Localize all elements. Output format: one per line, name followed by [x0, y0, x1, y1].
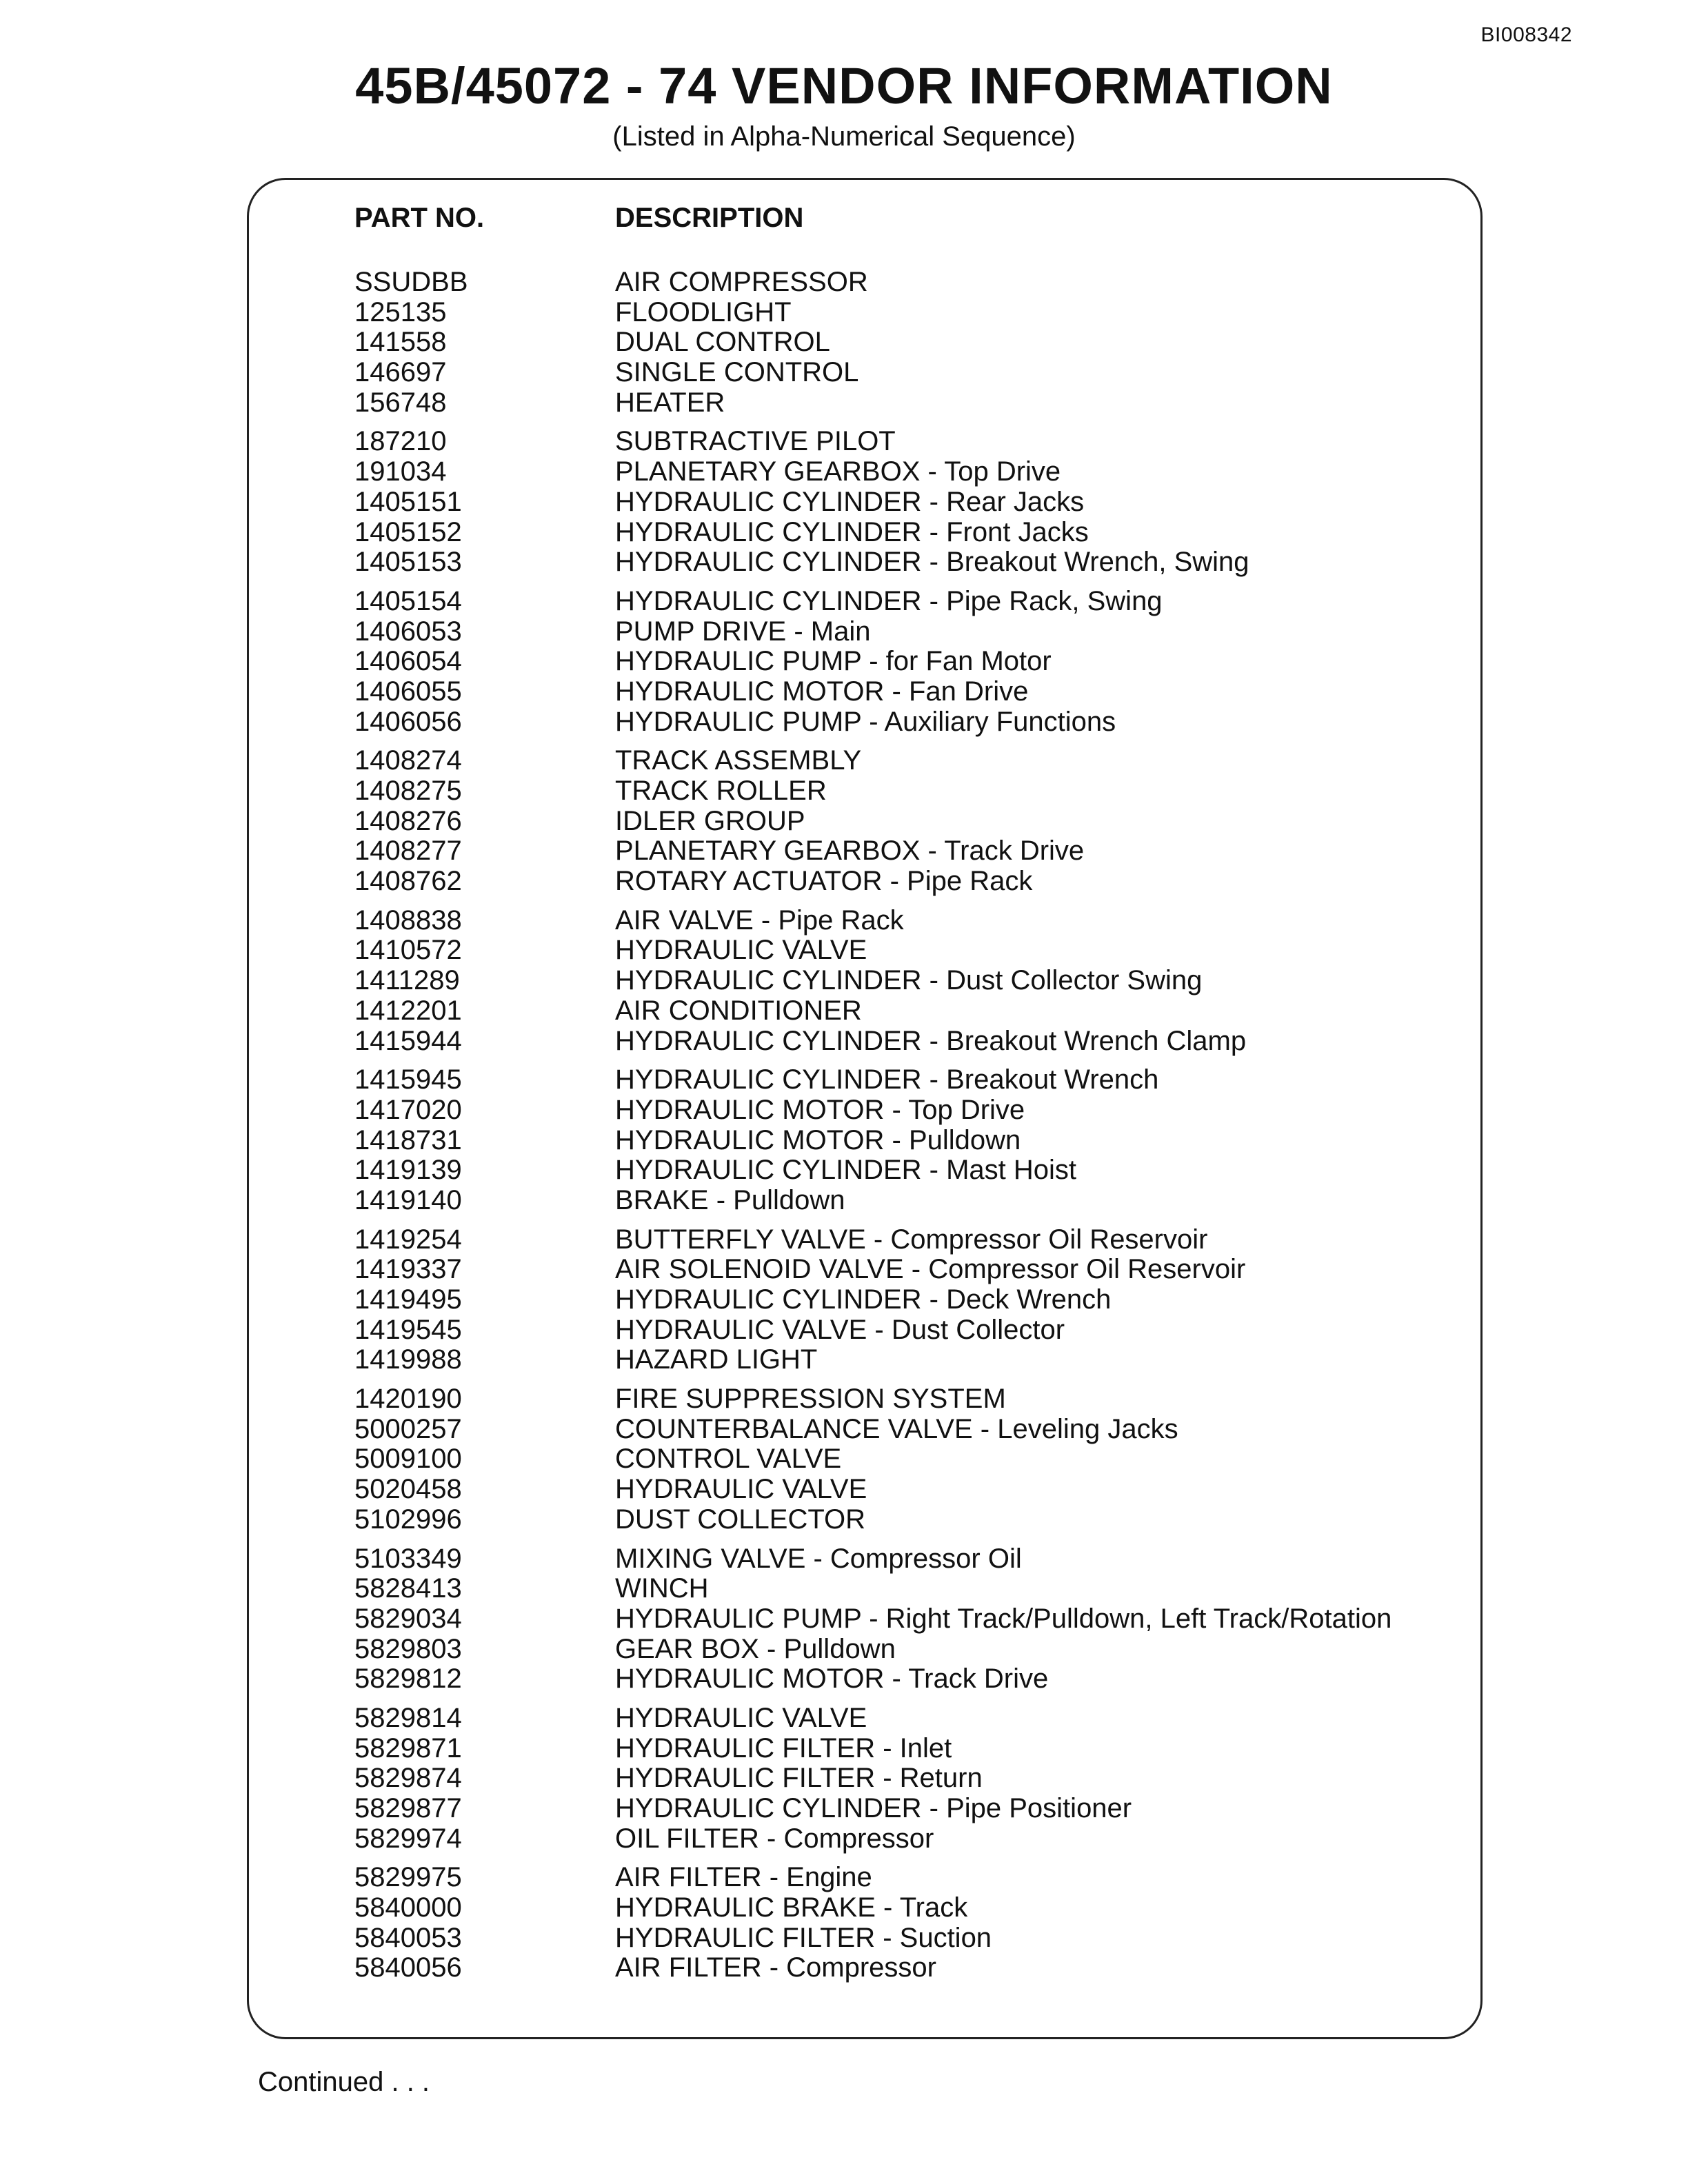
table-row: [354, 1664, 1444, 1695]
part-number: 5829803: [354, 1633, 462, 1664]
part-number: 1417020: [354, 1094, 462, 1125]
table-row: [354, 1635, 1444, 1665]
table-row: [354, 1285, 1444, 1315]
table-row: [354, 1415, 1444, 1445]
continued-note: Continued . . .: [258, 2067, 430, 2097]
table-row: [354, 1763, 1444, 1794]
part-number: 125135: [354, 296, 447, 327]
part-description: SINGLE CONTROL: [615, 357, 859, 388]
table-row: [354, 1065, 1444, 1095]
table-row: [354, 1475, 1444, 1505]
part-number: 191034: [354, 456, 447, 487]
part-description: HYDRAULIC CYLINDER - Breakout Wrench: [615, 1064, 1159, 1095]
part-description: HYDRAULIC CYLINDER - Rear Jacks: [615, 486, 1085, 517]
table-row: [354, 1953, 1444, 1983]
table-row: [354, 677, 1444, 707]
table-row: [354, 1544, 1444, 1575]
table-row: [354, 996, 1444, 1027]
part-number: 5829871: [354, 1732, 462, 1763]
part-number: 1408762: [354, 866, 462, 897]
part-number: 1420190: [354, 1384, 462, 1415]
part-description: FIRE SUPPRESSION SYSTEM: [615, 1384, 1006, 1415]
part-number: 5009100: [354, 1444, 462, 1475]
table-row: [354, 867, 1444, 897]
part-number: 5020458: [354, 1474, 462, 1505]
part-number: 1406053: [354, 616, 462, 647]
part-description: AIR SOLENOID VALVE - Compressor Oil Reservoir: [615, 1254, 1246, 1285]
part-number: 5829034: [354, 1603, 462, 1634]
table-row: [354, 1794, 1444, 1824]
table-row: [354, 587, 1444, 617]
part-number: 5829975: [354, 1862, 462, 1893]
table-row: [354, 836, 1444, 867]
part-description: AIR COMPRESSOR: [615, 267, 868, 297]
part-group: [354, 1065, 1444, 1215]
part-description: AIR VALVE - Pipe Rack: [615, 904, 904, 936]
table-row: [354, 1095, 1444, 1126]
part-description: BUTTERFLY VALVE - Compressor Oil Reservoir: [615, 1224, 1208, 1255]
part-number: 1408275: [354, 776, 462, 806]
table-row: [354, 647, 1444, 677]
table-row: [354, 776, 1444, 807]
part-description: HYDRAULIC CYLINDER - Front Jacks: [615, 516, 1089, 547]
part-number: 1418731: [354, 1124, 462, 1155]
part-number: 1411289: [354, 965, 460, 996]
table-row: [354, 1574, 1444, 1604]
part-number: 1415945: [354, 1064, 462, 1095]
part-description: CONTROL VALVE: [615, 1444, 842, 1475]
part-number: 5840053: [354, 1922, 462, 1953]
parts-list: [354, 267, 1444, 1992]
table-row: [354, 936, 1444, 966]
part-number: 156748: [354, 387, 447, 418]
part-description: HYDRAULIC FILTER - Inlet: [615, 1732, 952, 1763]
part-description: HYDRAULIC MOTOR - Track Drive: [615, 1664, 1049, 1695]
part-description: HYDRAULIC CYLINDER - Dust Collector Swing: [615, 965, 1203, 996]
table-row: [354, 1384, 1444, 1415]
part-number: 1406056: [354, 706, 462, 737]
part-number: 1412201: [354, 995, 462, 1026]
part-number: 1406054: [354, 646, 462, 677]
table-row: [354, 1734, 1444, 1764]
part-description: GEAR BOX - Pulldown: [615, 1633, 896, 1664]
part-description: HYDRAULIC BRAKE - Track: [615, 1892, 968, 1923]
part-description: HYDRAULIC VALVE: [615, 935, 867, 966]
part-number: 5840000: [354, 1892, 462, 1923]
part-description: FLOODLIGHT: [615, 296, 792, 327]
part-description: HEATER: [615, 387, 725, 418]
table-row: [354, 746, 1444, 776]
part-group: [354, 267, 1444, 418]
table-row: [354, 457, 1444, 487]
table-row: [354, 1893, 1444, 1923]
part-group: [354, 1544, 1444, 1695]
part-number: 1419988: [354, 1344, 462, 1375]
part-description: TRACK ASSEMBLY: [615, 745, 862, 776]
part-number: 1419254: [354, 1224, 462, 1255]
part-description: HAZARD LIGHT: [615, 1344, 818, 1375]
part-number: 1419337: [354, 1254, 462, 1285]
part-description: HYDRAULIC CYLINDER - Breakout Wrench Clamp: [615, 1025, 1247, 1056]
part-description: HYDRAULIC VALVE - Dust Collector: [615, 1314, 1065, 1345]
part-description: PLANETARY GEARBOX - Top Drive: [615, 456, 1061, 487]
part-number: 1419139: [354, 1155, 462, 1186]
part-number: 1405153: [354, 547, 462, 578]
part-number: 1415944: [354, 1025, 462, 1056]
part-description: HYDRAULIC CYLINDER - Mast Hoist: [615, 1155, 1077, 1186]
part-description: HYDRAULIC MOTOR - Fan Drive: [615, 676, 1029, 707]
part-description: HYDRAULIC CYLINDER - Pipe Positioner: [615, 1793, 1132, 1823]
part-number: 1419140: [354, 1184, 462, 1215]
part-description: BRAKE - Pulldown: [615, 1184, 845, 1215]
part-number: 5829814: [354, 1702, 462, 1733]
part-description: IDLER GROUP: [615, 805, 805, 836]
part-number: 187210: [354, 426, 447, 457]
table-row: [354, 1824, 1444, 1854]
part-description: HYDRAULIC FILTER - Return: [615, 1763, 983, 1794]
table-row: [354, 617, 1444, 647]
table-row: [354, 358, 1444, 388]
part-number: 1410572: [354, 935, 462, 966]
part-group: [354, 587, 1444, 737]
part-group: [354, 1703, 1444, 1854]
table-row: [354, 1255, 1444, 1285]
part-description: HYDRAULIC CYLINDER - Deck Wrench: [615, 1284, 1112, 1315]
table-row: [354, 1126, 1444, 1156]
part-description: HYDRAULIC MOTOR - Top Drive: [615, 1094, 1025, 1125]
part-number: 1408274: [354, 745, 462, 776]
part-number: 1408838: [354, 904, 462, 936]
part-description: AIR CONDITIONER: [615, 995, 862, 1026]
table-row: [354, 966, 1444, 996]
part-number: 5102996: [354, 1504, 462, 1535]
part-description: SUBTRACTIVE PILOT: [615, 426, 896, 457]
part-number: 1405152: [354, 516, 462, 547]
part-number: 5000257: [354, 1413, 462, 1444]
part-description: AIR FILTER - Compressor: [615, 1952, 936, 1983]
part-number: 5829877: [354, 1793, 462, 1823]
part-number: 5103349: [354, 1543, 462, 1574]
part-description: MIXING VALVE - Compressor Oil: [615, 1543, 1022, 1574]
part-description: DUST COLLECTOR: [615, 1504, 866, 1535]
part-number: 1419545: [354, 1314, 462, 1345]
document-id: BI008342: [1480, 23, 1572, 46]
part-number: 5828413: [354, 1573, 462, 1604]
table-row: [354, 1027, 1444, 1057]
part-description: PUMP DRIVE - Main: [615, 616, 871, 647]
table-row: [354, 267, 1444, 298]
part-number: 1419495: [354, 1284, 462, 1315]
page-title: 45B/45072 - 74 VENDOR INFORMATION: [355, 57, 1333, 114]
part-group: [354, 1863, 1444, 1983]
part-number: 146697: [354, 357, 447, 388]
part-description: WINCH: [615, 1573, 709, 1604]
part-description: TRACK ROLLER: [615, 776, 827, 806]
part-description: HYDRAULIC FILTER - Suction: [615, 1922, 992, 1953]
table-row: [354, 1345, 1444, 1375]
part-description: HYDRAULIC VALVE: [615, 1474, 867, 1505]
part-description: HYDRAULIC PUMP - Auxiliary Functions: [615, 706, 1116, 737]
table-row: [354, 487, 1444, 518]
part-group: [354, 906, 1444, 1056]
part-number: SSUDBB: [354, 267, 468, 297]
part-description: ROTARY ACTUATOR - Pipe Rack: [615, 866, 1033, 897]
table-row: [354, 298, 1444, 328]
part-number: 5829874: [354, 1763, 462, 1794]
part-number: 5829974: [354, 1823, 462, 1854]
part-description: HYDRAULIC PUMP - for Fan Motor: [615, 646, 1052, 677]
table-row: [354, 1604, 1444, 1635]
part-number: 1405154: [354, 585, 462, 616]
part-number: 1408277: [354, 836, 462, 867]
part-number: 1408276: [354, 805, 462, 836]
table-row: [354, 327, 1444, 358]
part-description: OIL FILTER - Compressor: [615, 1823, 934, 1854]
part-group: [354, 427, 1444, 577]
part-group: [354, 1225, 1444, 1375]
column-header-part-no: PART NO.: [354, 203, 485, 233]
part-description: HYDRAULIC MOTOR - Pulldown: [615, 1124, 1021, 1155]
table-row: [354, 427, 1444, 457]
part-description: HYDRAULIC PUMP - Right Track/Pulldown, Left Track/Rotation: [615, 1603, 1392, 1634]
table-row: [354, 807, 1444, 837]
part-description: HYDRAULIC CYLINDER - Pipe Rack, Swing: [615, 585, 1163, 616]
table-row: [354, 1186, 1444, 1216]
table-row: [354, 1923, 1444, 1954]
column-header-description: DESCRIPTION: [615, 203, 804, 233]
table-row: [354, 388, 1444, 418]
part-description: HYDRAULIC CYLINDER - Breakout Wrench, Swing: [615, 547, 1249, 578]
part-number: 1405151: [354, 486, 462, 517]
table-row: [354, 1703, 1444, 1734]
part-number: 5829812: [354, 1664, 462, 1695]
part-description: HYDRAULIC VALVE: [615, 1702, 867, 1733]
table-row: [354, 1863, 1444, 1893]
part-description: AIR FILTER - Engine: [615, 1862, 872, 1893]
part-number: 1406055: [354, 676, 462, 707]
page-subtitle: (Listed in Alpha-Numerical Sequence): [612, 121, 1076, 152]
part-description: DUAL CONTROL: [615, 327, 830, 358]
table-row: [354, 1444, 1444, 1475]
part-number: 5840056: [354, 1952, 462, 1983]
table-row: [354, 1155, 1444, 1186]
table-row: [354, 547, 1444, 578]
table-row: [354, 707, 1444, 738]
part-number: 141558: [354, 327, 447, 358]
table-row: [354, 1315, 1444, 1346]
table-row: [354, 1505, 1444, 1535]
table-row: [354, 518, 1444, 548]
table-row: [354, 906, 1444, 936]
part-description: COUNTERBALANCE VALVE - Leveling Jacks: [615, 1413, 1178, 1444]
table-row: [354, 1225, 1444, 1255]
part-group: [354, 1384, 1444, 1535]
part-description: PLANETARY GEARBOX - Track Drive: [615, 836, 1085, 867]
part-group: [354, 746, 1444, 896]
